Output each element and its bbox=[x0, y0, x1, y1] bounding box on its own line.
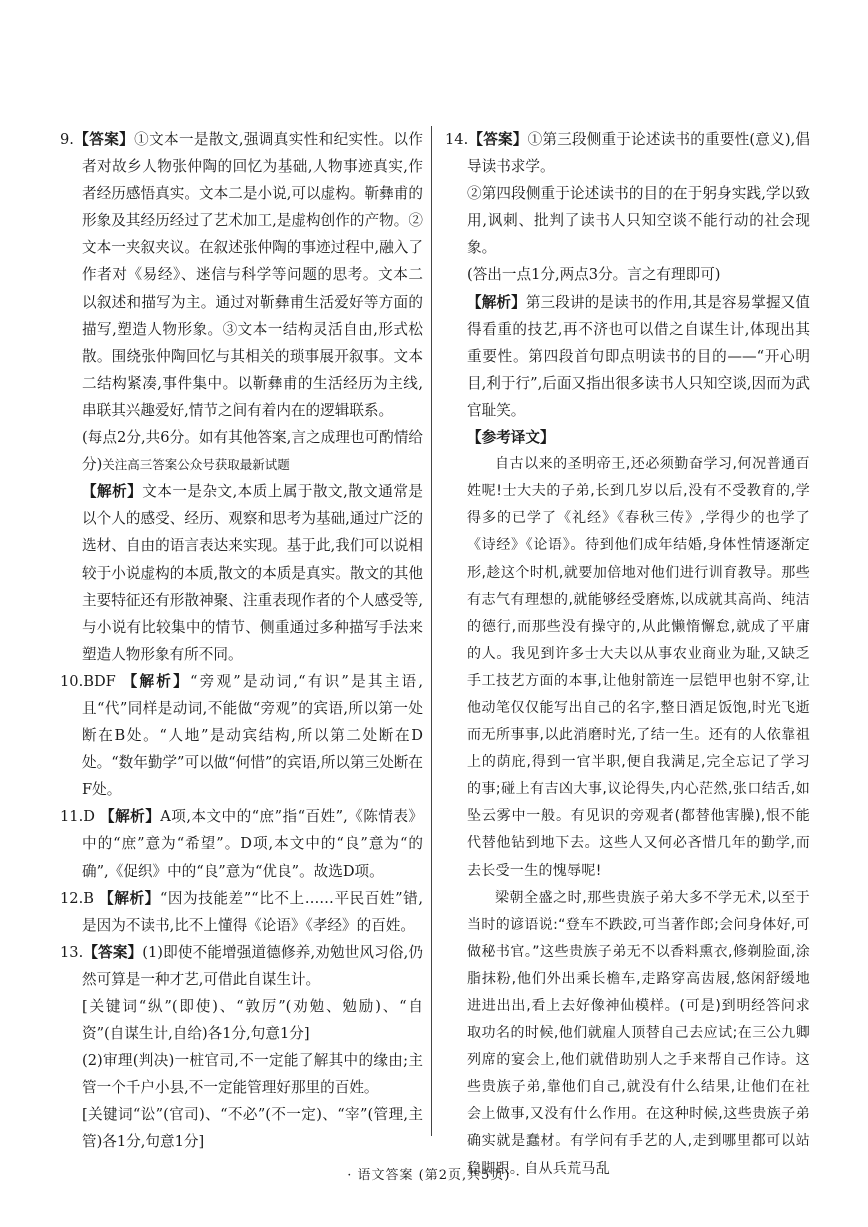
answer-choice: D bbox=[83, 808, 95, 826]
answer-tag: 【答案】 bbox=[83, 943, 143, 961]
analysis-tag: 【解析】 bbox=[100, 808, 161, 826]
q9-answer bbox=[60, 126, 423, 424]
score-note: (答出一点1分,两点3分。言之有理即可) bbox=[467, 266, 721, 284]
answer-tag: 【答案】 bbox=[468, 131, 528, 148]
q11-answer bbox=[60, 803, 423, 884]
question-number: 12. bbox=[60, 889, 84, 907]
analysis-text: A项,本文中的“庶”指“百姓”,《陈情表》中的“庶”意为“希望”。D项,本文中的“良”意为“的确”,《促织》中的“良”意为“优良”。故选D项。 bbox=[82, 808, 423, 880]
analysis-text: 第三段讲的是读书的作用,其是容易掌握又值得看重的技艺,再不济也可以借之自谋生计,体现出其重要性。第四段首句即点明读书的目的——“开心明目,利于行”,后面又指出很多读书人只知空谈,因而为武官耻笑。 bbox=[467, 293, 810, 419]
q9-score-note bbox=[60, 424, 423, 478]
reference-translation-title: 【参考译文】 bbox=[467, 429, 555, 447]
question-number: 9. bbox=[60, 131, 74, 148]
column-divider bbox=[431, 126, 432, 1136]
right-column bbox=[445, 126, 810, 1183]
answer-tag: 【答案】 bbox=[73, 131, 135, 148]
translation-1: (1)即使不能增强道德修养,劝勉世风习俗,仍然可算是一种才艺,可借此自谋生计。 bbox=[82, 943, 423, 988]
answer-text: ①文本一是散文,强调真实性和纪实性。以作者对故乡人物张仲陶的回忆为基础,人物事迹真实,作者经历感悟真实。文本二是小说,可以虚构。靳彝甫的形象及其经历经过了艺术加工,是虚构创作的产物。②文本一夹叙夹议。在叙述张仲陶的事迹过程中,融入了作者对《易经》、迷信与科学等问题的思考。文本二以叙述和描写为主。通过对靳彝甫生活爱好等方面的描写,塑造人物形象。③文本一结构灵活自由,形式松散。围绕张仲陶回忆与其相关的琐事展开叙事。文本二结构紧凑,事件集中。以靳彝甫的生活经历为主线,串联其兴趣爱好,情节之间有着内在的逻辑联系。 bbox=[82, 131, 423, 419]
answer-item-14 bbox=[445, 126, 810, 424]
left-column bbox=[60, 126, 423, 1156]
question-number: 11. bbox=[60, 808, 84, 826]
answer-choice: B bbox=[83, 889, 94, 907]
analysis-tag: 【解析】 bbox=[122, 672, 190, 690]
score-note: (每点2分,共6分。如有其他答案,言之成理也可酌情给分) bbox=[82, 429, 423, 474]
answer-item-12 bbox=[60, 885, 423, 939]
answer-item-10 bbox=[60, 668, 423, 803]
analysis-tag: 【解析】 bbox=[467, 293, 526, 311]
q9-analysis bbox=[60, 478, 423, 668]
q10-answer bbox=[60, 668, 423, 803]
answer-choice: BDF bbox=[83, 672, 116, 690]
answer-item-11 bbox=[60, 803, 423, 884]
answer-item-9 bbox=[60, 126, 423, 668]
q13-answer-1 bbox=[60, 939, 423, 993]
answer-point-2: ②第四段侧重于论述读书的目的在于躬身实践,学以致用,讽刺、批判了读书人只知空谈不能行动的社会现象。 bbox=[467, 185, 810, 257]
analysis-tag: 【解析】 bbox=[82, 483, 143, 501]
analysis-tag: 【解析】 bbox=[99, 889, 160, 907]
q13-keywords-1: [关键词“纵”(即使)、“敦厉”(劝勉、勉励)、“自资”(自谋生计,自给)各1分,句意1分] bbox=[82, 998, 423, 1043]
q13-answer-2: (2)审理(判决)一桩官司,不一定能了解其中的缘由;主管一个千户小县,不一定能管理好那里的百姓。 bbox=[82, 1052, 423, 1097]
q12-answer bbox=[60, 885, 423, 939]
reference-translation-para-2: 梁朝全盛之时,那些贵族子弟大多不学无术,以至于当时的谚语说:“登车不跌跤,可当著作郎;会问身体好,可做秘书官。”这些贵族子弟无不以香料熏衣,修剃脸面,涂脂抹粉,他们外出乘长檐车,走路穿高齿屐,悠闲舒缓地进进出出,看上去好像神仙模样。(可是)到明经答问求取功名的时候,他们就雇人顶替自己去应试;在三公九卿列席的宴会上,他们就借助别人之手来帮自己作诗。这些贵族子弟,靠他们自己,就没有什么结果,让他们在社会上做事,又没有什么作用。在这种时候,这些贵族子弟确实就是蠢材。有学问有手艺的人,走到哪里都可以站稳脚跟。自从兵荒马乱 bbox=[467, 889, 810, 1177]
q14-answer bbox=[445, 126, 810, 180]
question-number: 10. bbox=[60, 672, 84, 690]
question-number: 13. bbox=[60, 943, 84, 961]
q13-keywords-2: [关键词“讼”(官司)、“不必”(不一定)、“宰”(管理,主管)各1分,句意1分] bbox=[82, 1106, 423, 1151]
analysis-text: “旁观”是动词,“有识”是其主语,且“代”同样是动词,不能做“旁观”的宾语,所以第一处断在B处。“人地”是动宾结构,所以第二处断在D处。“数年勤学”可以做“何惜”的宾语,所以第三处断在F处。 bbox=[82, 672, 424, 799]
analysis-text: “因为技能差”“比不上……平民百姓”错,是因为不读书,比不上懂得《论语》《孝经》的百姓。 bbox=[82, 889, 423, 934]
answer-item-13 bbox=[60, 939, 423, 1156]
page-footer: · 语文答案 (第2页,共5页) · bbox=[347, 1168, 521, 1183]
question-number: 14. bbox=[445, 131, 469, 148]
analysis-text: 文本一是杂文,本质上属于散文,散文通常是以个人的感受、经历、观察和思考为基础,通过广泛的选材、自由的语言表达来实现。基于此,我们可以说相较于小说虚构的本质,散文的本质是真实。散文的其他主要特征还有形散神聚、注重表现作者的个人感受等,与小说有比较集中的情节、侧重通过多种描写手法来塑造人物形象有所不同。 bbox=[82, 483, 423, 663]
reference-translation-para-1: 自古以来的圣明帝王,还必须勤奋学习,何况普通百姓呢!士大夫的子弟,长到几岁以后,没有不受教育的,学得多的已学了《礼经》《春秋三传》,学得少的也学了《诗经》《论语》。待到他们成年结婚,身体性情逐渐定形,趁这个时机,就要加倍地对他们进行训育教导。那些有志气有理想的,就能够经受磨炼,以成就其高尚、纯洁的德行,而那些没有操守的,从此懒惰懈怠,就成了平庸的人。我见到许多士大夫以从事农业商业为耻,又缺乏手工技艺方面的本事,让他射箭连一层铠甲也射不穿,让他动笔仅仅能写出自己的名字,整日酒足饭饱,时光飞逝而无所事事,以此消磨时光,了结一生。还有的人依靠祖上的荫庇,得到一官半职,便自我满足,完全忘记了学习的事;碰上有吉凶大事,议论得失,内心茫然,张口结舌,如坠云雾中一般。有见识的旁观者(都替他害臊),恨不能代替他钻到地下去。这些人又何必吝惜几年的勤学,而去长受一生的愧辱呢! bbox=[467, 456, 810, 879]
watermark-text: 关注高三答案公众号获取最新试题 bbox=[102, 457, 290, 473]
q14-analysis bbox=[445, 289, 810, 424]
answer-point-1: ①第三段侧重于论述读书的重要性(意义),倡导读书求学。 bbox=[467, 131, 810, 176]
